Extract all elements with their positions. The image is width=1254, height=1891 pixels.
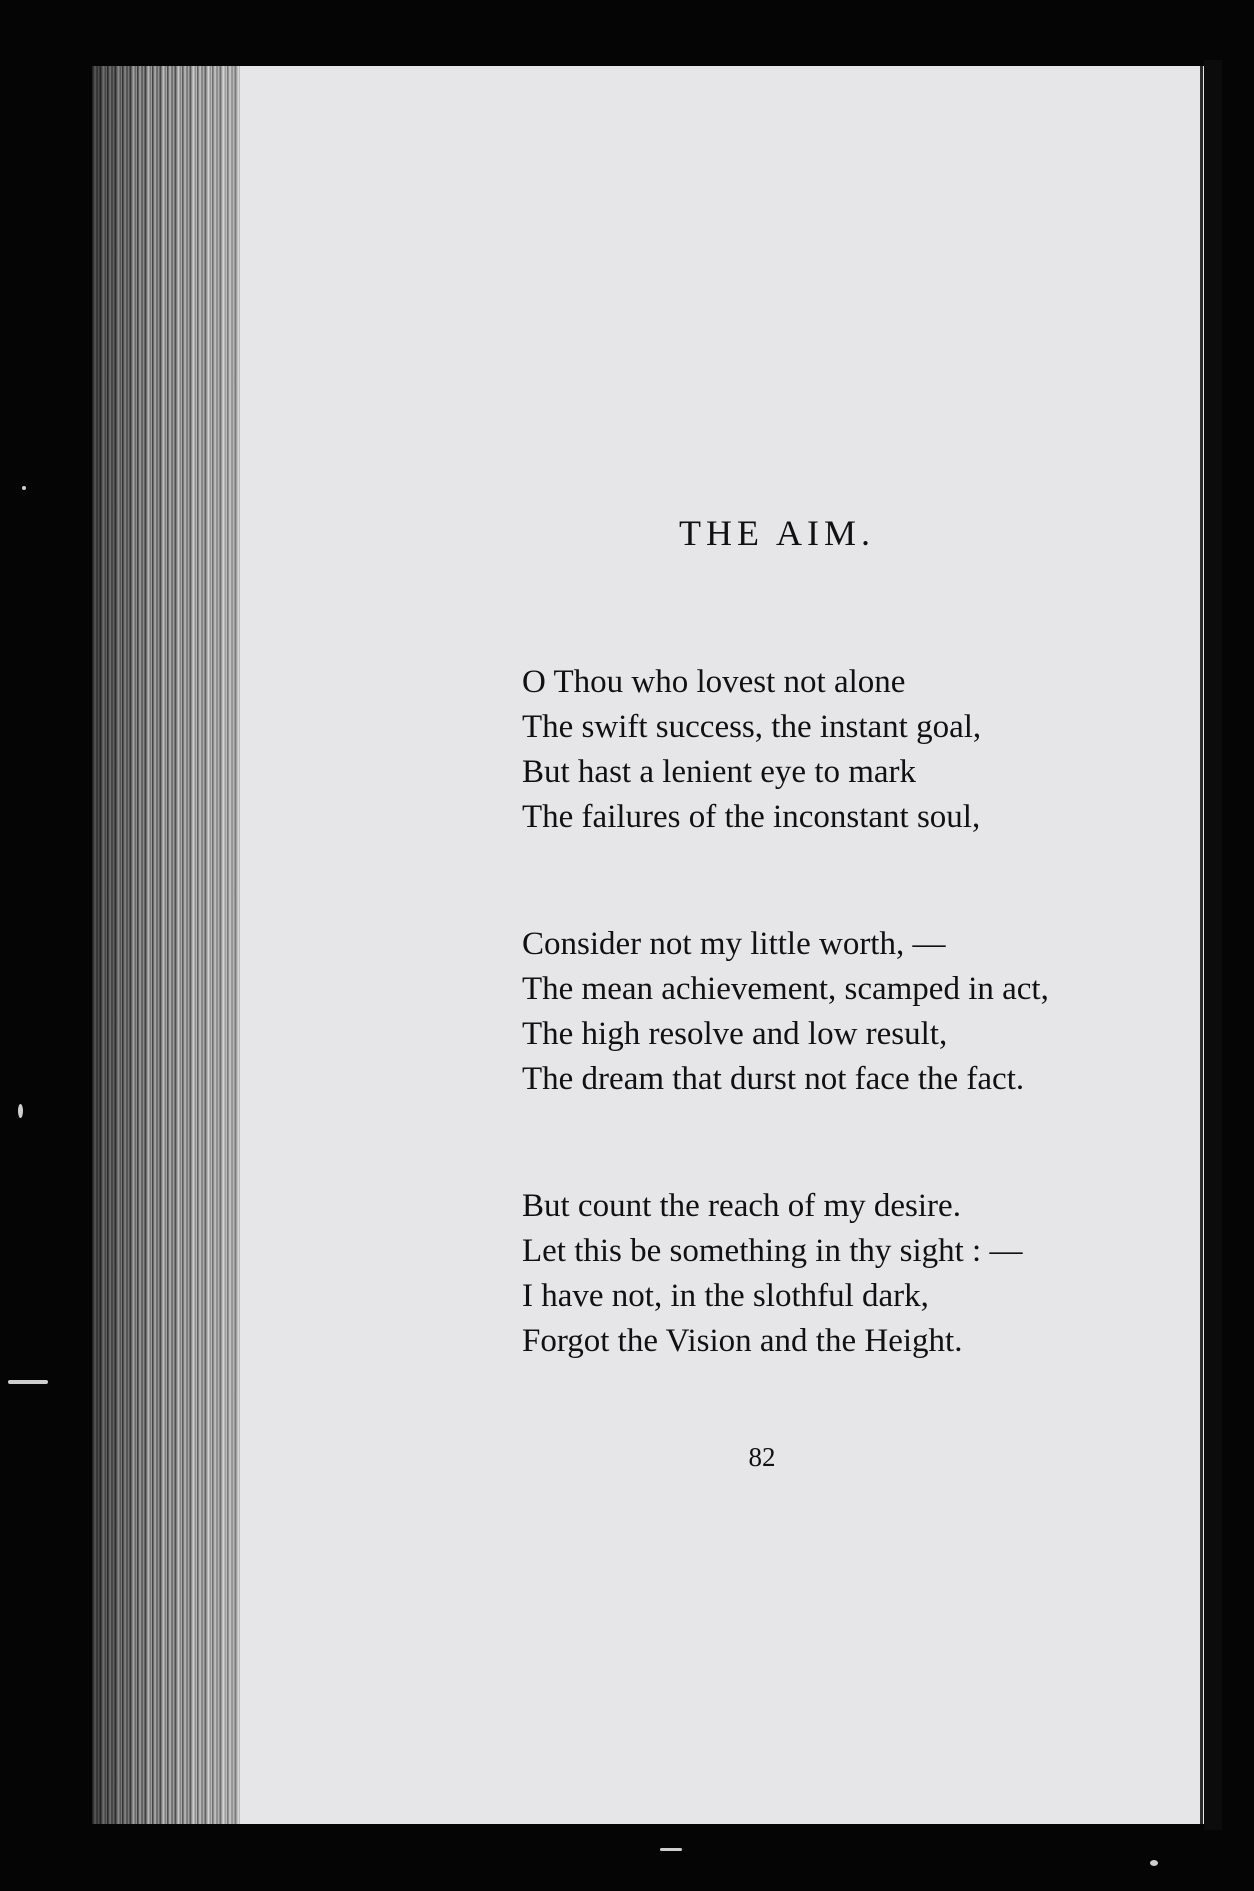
binding-shadow (1200, 66, 1203, 1824)
poem-line: The failures of the inconstant soul, (522, 799, 981, 835)
poem-line: The high resolve and low result, (522, 1016, 948, 1052)
poem-line: The swift success, the instant goal, (522, 709, 982, 745)
poem-line: O Thou who lovest not alone (522, 664, 906, 700)
poem-line: The mean achievement, scamped in act, (522, 971, 1049, 1007)
stanza-2 (522, 922, 1049, 1102)
scan-speck (660, 1848, 682, 1851)
poem-line: The dream that durst not face the fact. (522, 1061, 1025, 1097)
stanza-1 (522, 660, 981, 840)
poem-title: THE AIM. (679, 513, 875, 553)
page-number: 82 (748, 1442, 776, 1472)
binding-edge (1204, 60, 1222, 1830)
poem-line: Let this be something in thy sight : — (522, 1233, 1023, 1269)
scan-speck (18, 1104, 23, 1118)
page-content (240, 66, 1204, 1824)
poem-line: I have not, in the slothful dark, (522, 1278, 929, 1314)
poem-line: But count the reach of my desire. (522, 1188, 961, 1224)
poem-line: Forgot the Vision and the Height. (522, 1323, 963, 1359)
page-block-edge (92, 66, 244, 1824)
stanza-3 (522, 1184, 1022, 1364)
page (240, 66, 1204, 1824)
poem-line: Consider not my little worth, — (522, 926, 946, 962)
poem-line: But hast a lenient eye to mark (522, 754, 917, 790)
scan-speck (22, 486, 26, 490)
scan-speck (8, 1380, 48, 1384)
scan-speck (1150, 1860, 1158, 1866)
